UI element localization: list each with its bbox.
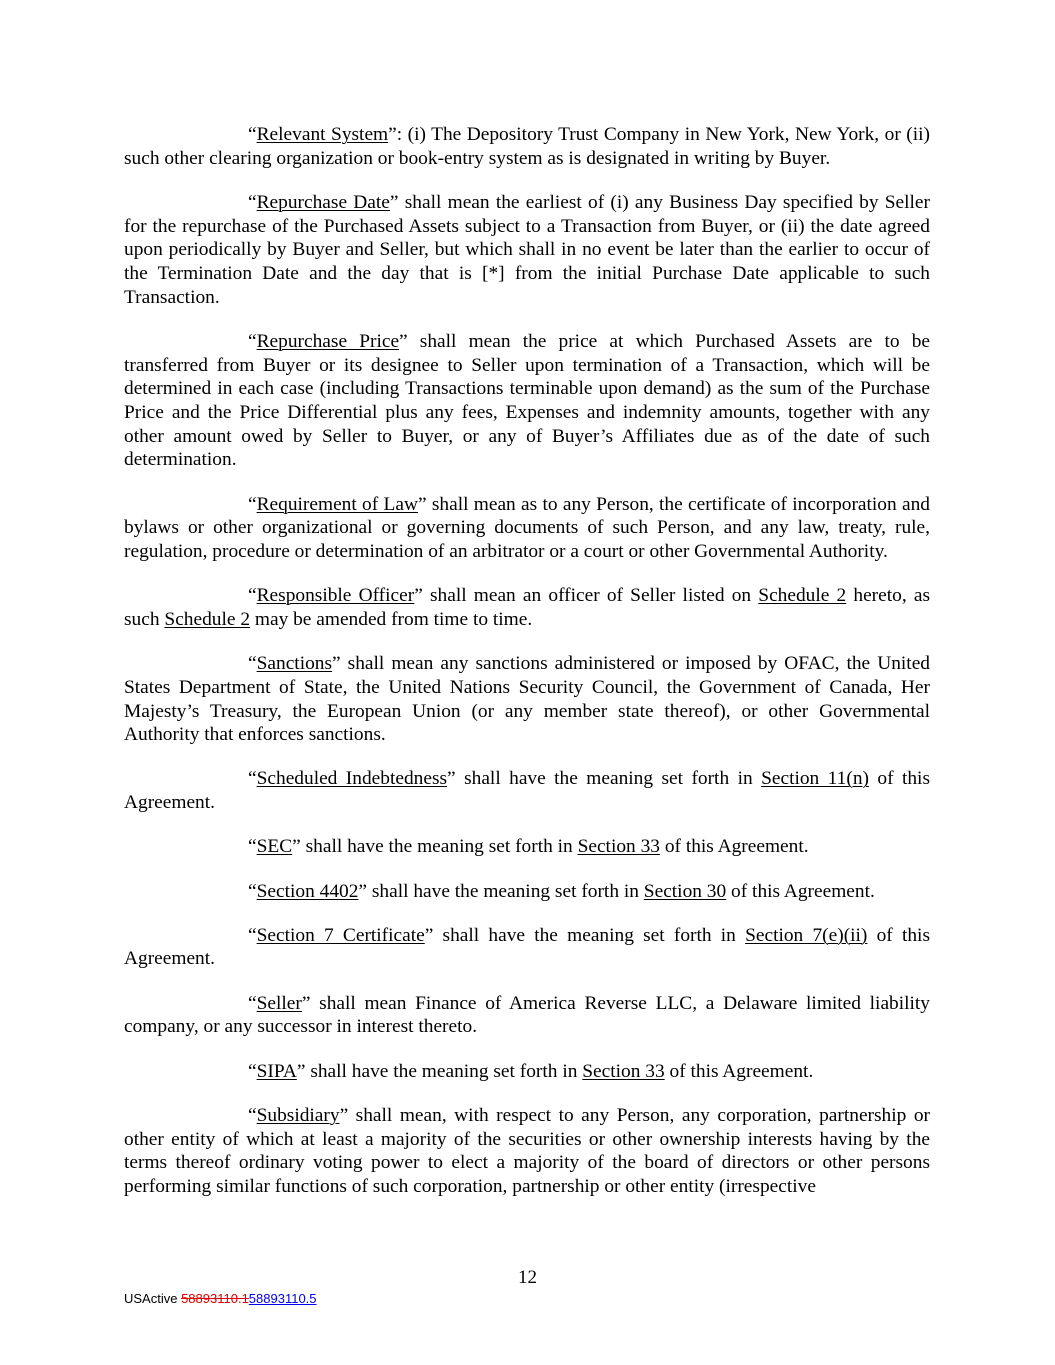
definition-text: ” shall have the meaning set forth in: [424, 924, 746, 946]
definition-text: ” shall have the meaning set forth in: [292, 836, 578, 858]
definition-text: ” shall mean Finance of America Reverse LLC, a Delaware limited liability company, or any successor in interest thereto.: [124, 992, 930, 1038]
definition-section-7-certificate: [124, 924, 930, 971]
definition-text: “: [248, 330, 257, 352]
underlined-term: Section 11(n): [761, 768, 869, 790]
definition-scheduled-indebtedness: [124, 767, 930, 814]
underlined-term: Section 33: [582, 1060, 665, 1082]
definition-text: “: [248, 493, 257, 515]
definition-text: of this Agreement.: [124, 768, 930, 814]
footer-deleted-id: 58893110.1: [181, 1291, 249, 1306]
footer-inserted-id: 58893110.5: [248, 1291, 317, 1306]
definitions-body: [124, 123, 930, 1219]
definition-sec: [124, 835, 930, 859]
definition-text: “: [248, 768, 257, 790]
underlined-term: Section 30: [643, 880, 727, 902]
underlined-term: Schedule 2: [164, 608, 251, 630]
underlined-term: SEC: [256, 836, 293, 858]
definition-text: “: [248, 992, 257, 1014]
definition-section-4402: [124, 880, 930, 904]
definition-text: of this Agreement.: [726, 880, 875, 902]
definition-text: ” shall have the meaning set forth in: [447, 768, 762, 790]
definition-text: of this Agreement.: [124, 924, 930, 970]
definition-text: of this Agreement.: [664, 1060, 814, 1082]
definition-text: “: [248, 585, 257, 607]
definition-responsible-officer: [124, 584, 930, 631]
underlined-term: Section 4402: [256, 880, 359, 902]
definition-requirement-of-law: [124, 493, 930, 564]
underlined-term: Repurchase Date: [256, 191, 390, 213]
underlined-term: Seller: [256, 992, 302, 1014]
definition-text: “: [248, 191, 257, 213]
underlined-term: Schedule 2: [758, 585, 847, 607]
underlined-term: SIPA: [256, 1060, 297, 1082]
underlined-term: Requirement of Law: [256, 493, 418, 515]
footer-prefix: USActive: [124, 1291, 182, 1306]
definition-text: “: [248, 836, 257, 858]
definition-text: of this Agreement.: [659, 836, 809, 858]
definition-text: “: [248, 653, 257, 675]
definition-text: ”: (i) The Depository Trust Company in New York, New York, or (ii) such other clearing organization or book-entry system as is designated in writing by Buyer.: [124, 124, 930, 169]
definition-repurchase-price: [124, 330, 930, 472]
definition-text: ” shall mean an officer of Seller listed on: [414, 585, 759, 607]
definition-text: ” shall mean any sanctions administered or imposed by OFAC, the United States Department of State, the United Nations Security Council, the Government of Canada, Her Majesty’s Treasury, the European Union (or any member state thereof), or other Governmental Authority that enforces sanctions.: [124, 653, 930, 746]
underlined-term: Sanctions: [256, 653, 333, 675]
underlined-term: Scheduled Indebtedness: [256, 768, 448, 790]
definition-text: ” shall have the meaning set forth in: [358, 880, 644, 902]
definition-text: ” shall have the meaning set forth in: [296, 1060, 583, 1082]
definition-relevant-system: [124, 123, 930, 170]
definition-text: ” shall mean as to any Person, the certificate of incorporation and bylaws or other organizational or governing documents of such Person, and any law, treaty, rule, regulation, procedure or determination of an arbitrator or a court or other Governmental Authority.: [124, 493, 930, 563]
underlined-term: Repurchase Price: [256, 330, 400, 352]
definition-sanctions: [124, 652, 930, 747]
definition-text: “: [248, 880, 257, 902]
definition-subsidiary: [124, 1104, 930, 1199]
definition-text: “: [248, 1060, 257, 1082]
definition-repurchase-date: [124, 191, 930, 310]
definition-text: “: [248, 124, 257, 145]
definition-text: “: [248, 924, 257, 946]
definition-text: hereto, as such: [124, 585, 930, 630]
definition-seller: [124, 992, 930, 1039]
definition-sipa: [124, 1060, 930, 1084]
underlined-term: Section 7(e)(ii): [745, 924, 868, 946]
underlined-term: Relevant System: [256, 124, 389, 145]
underlined-term: Responsible Officer: [256, 585, 415, 607]
underlined-term: Section 33: [577, 836, 660, 858]
underlined-term: Section 7 Certificate: [256, 924, 425, 946]
definition-text: ” shall mean the earliest of (i) any Business Day specified by Seller for the repurchase of the Purchased Assets subject to a Transaction from Buyer, or (ii) the date agreed upon periodically by Buyer and Seller, but which shall in no event be later than the earlier to occur of the Termination Date and the day that is [*] from the initial Purchase Date applicable to such Transaction.: [124, 191, 930, 308]
definition-text: ” shall mean, with respect to any Person, any corporation, partnership or other entity of which at least a majority of the securities or other ownership interests having by the terms thereof ordinary voting power to elect a majority of the board of directors or other persons performing similar functions of such corporation, partnership or other entity (irrespective: [124, 1104, 930, 1197]
page-number: 12: [518, 1267, 537, 1288]
definition-text: “: [248, 1104, 257, 1126]
definition-text: may be amended from time to time.: [250, 608, 533, 630]
underlined-term: Subsidiary: [256, 1104, 340, 1126]
footer-doc-id: [124, 1287, 317, 1311]
definition-text: ” shall mean the price at which Purchased Assets are to be transferred from Buyer or its designee to Seller upon termination of a Transaction, which will be determined in each case (including Transactions terminable upon demand) as the sum of the Purchase Price and the Price Differential plus any fees, Expenses and indemnity amounts, together with any other amount owed by Seller to Buyer, or any of Buyer’s Affiliates due as of the date of such determination.: [124, 330, 930, 471]
